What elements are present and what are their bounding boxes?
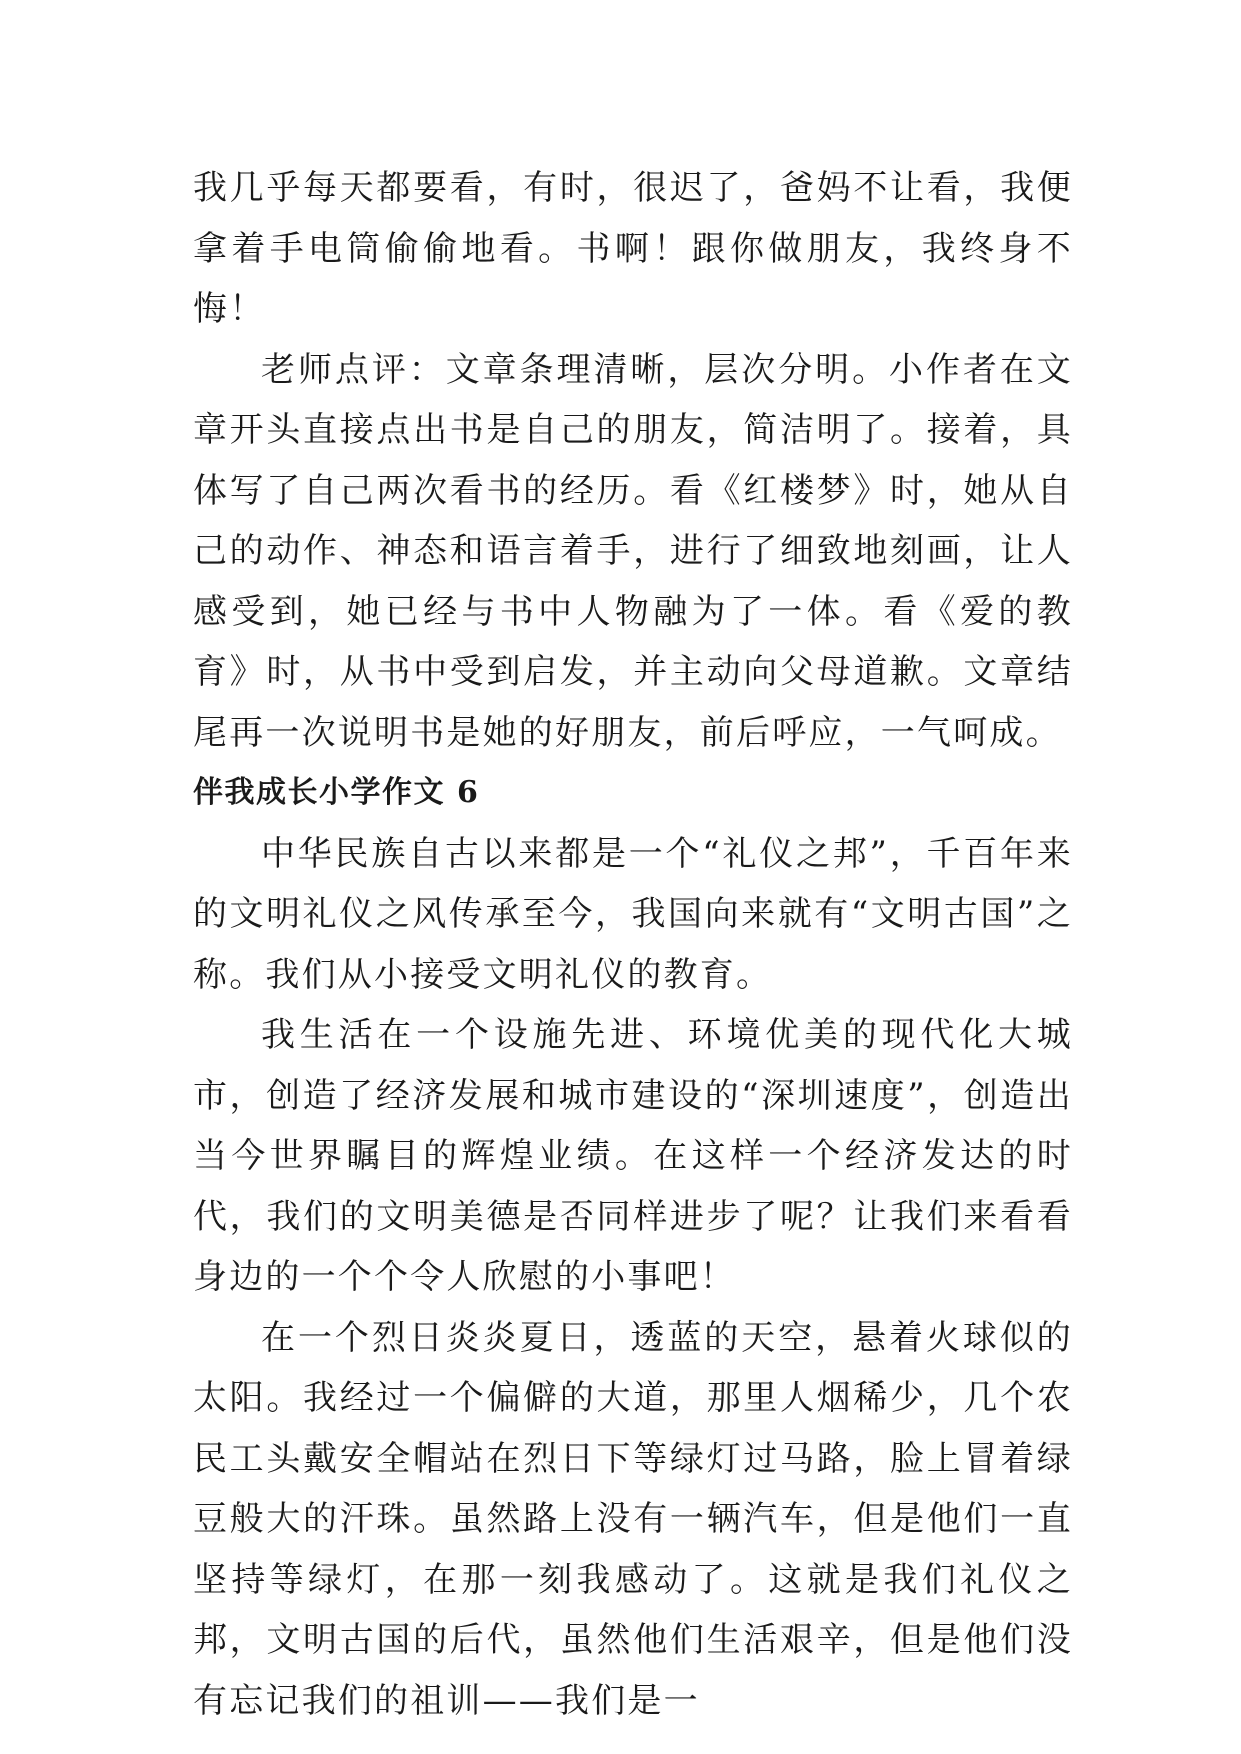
document-body (193, 158, 1073, 1731)
paragraph-essay-intro: 中华民族自古以来都是一个“礼仪之邦”，千百年来的文明礼仪之风传承至今，我国向来就有“文明古国”之称。我们从小接受文明礼仪的教育。 (193, 833, 1073, 995)
section-title: 伴我成长小学作文 6 (193, 775, 480, 810)
paragraph-essay-workers: 在一个烈日炎炎夏日，透蓝的天空，悬着火球似的太阳。我经过一个偏僻的大道，那里人烟稀少，几个农民工头戴安全帽站在烈日下等绿灯过马路，脸上冒着绿豆般大的汗珠。虽然路上没有一辆汽车，但是他们一直坚持等绿灯，在那一刻我感动了。这就是我们礼仪之邦，文明古国的后代，虽然他们生活艰辛，但是他们没有忘记我们的祖训——我们是一 (193, 1317, 1073, 1721)
paragraph-essay-city: 我生活在一个设施先进、环境优美的现代化大城市，创造了经济发展和城市建设的“深圳速度”，创造出当今世界瞩目的辉煌业绩。在这样一个经济发达的时代，我们的文明美德是否同样进步了呢？让我们来看看身边的一个个令人欣慰的小事吧！ (193, 1015, 1073, 1297)
paragraph-teacher-comment: 老师点评：文章条理清晰，层次分明。小作者在文章开头直接点出书是自己的朋友，简洁明了。接着，具体写了自己两次看书的经历。看《红楼梦》时，她从自己的动作、神态和语言着手，进行了细致地刻画，让人感受到，她已经与书中人物融为了一体。看《爱的教育》时，从书中受到启发，并主动向父母道歉。文章结尾再一次说明书是她的好朋友，前后呼应，一气呵成。 (193, 349, 1073, 753)
paragraph-continuation: 我几乎每天都要看，有时，很迟了，爸妈不让看，我便拿着手电筒偷偷地看。书啊！跟你做朋友，我终身不悔！ (193, 168, 1073, 329)
